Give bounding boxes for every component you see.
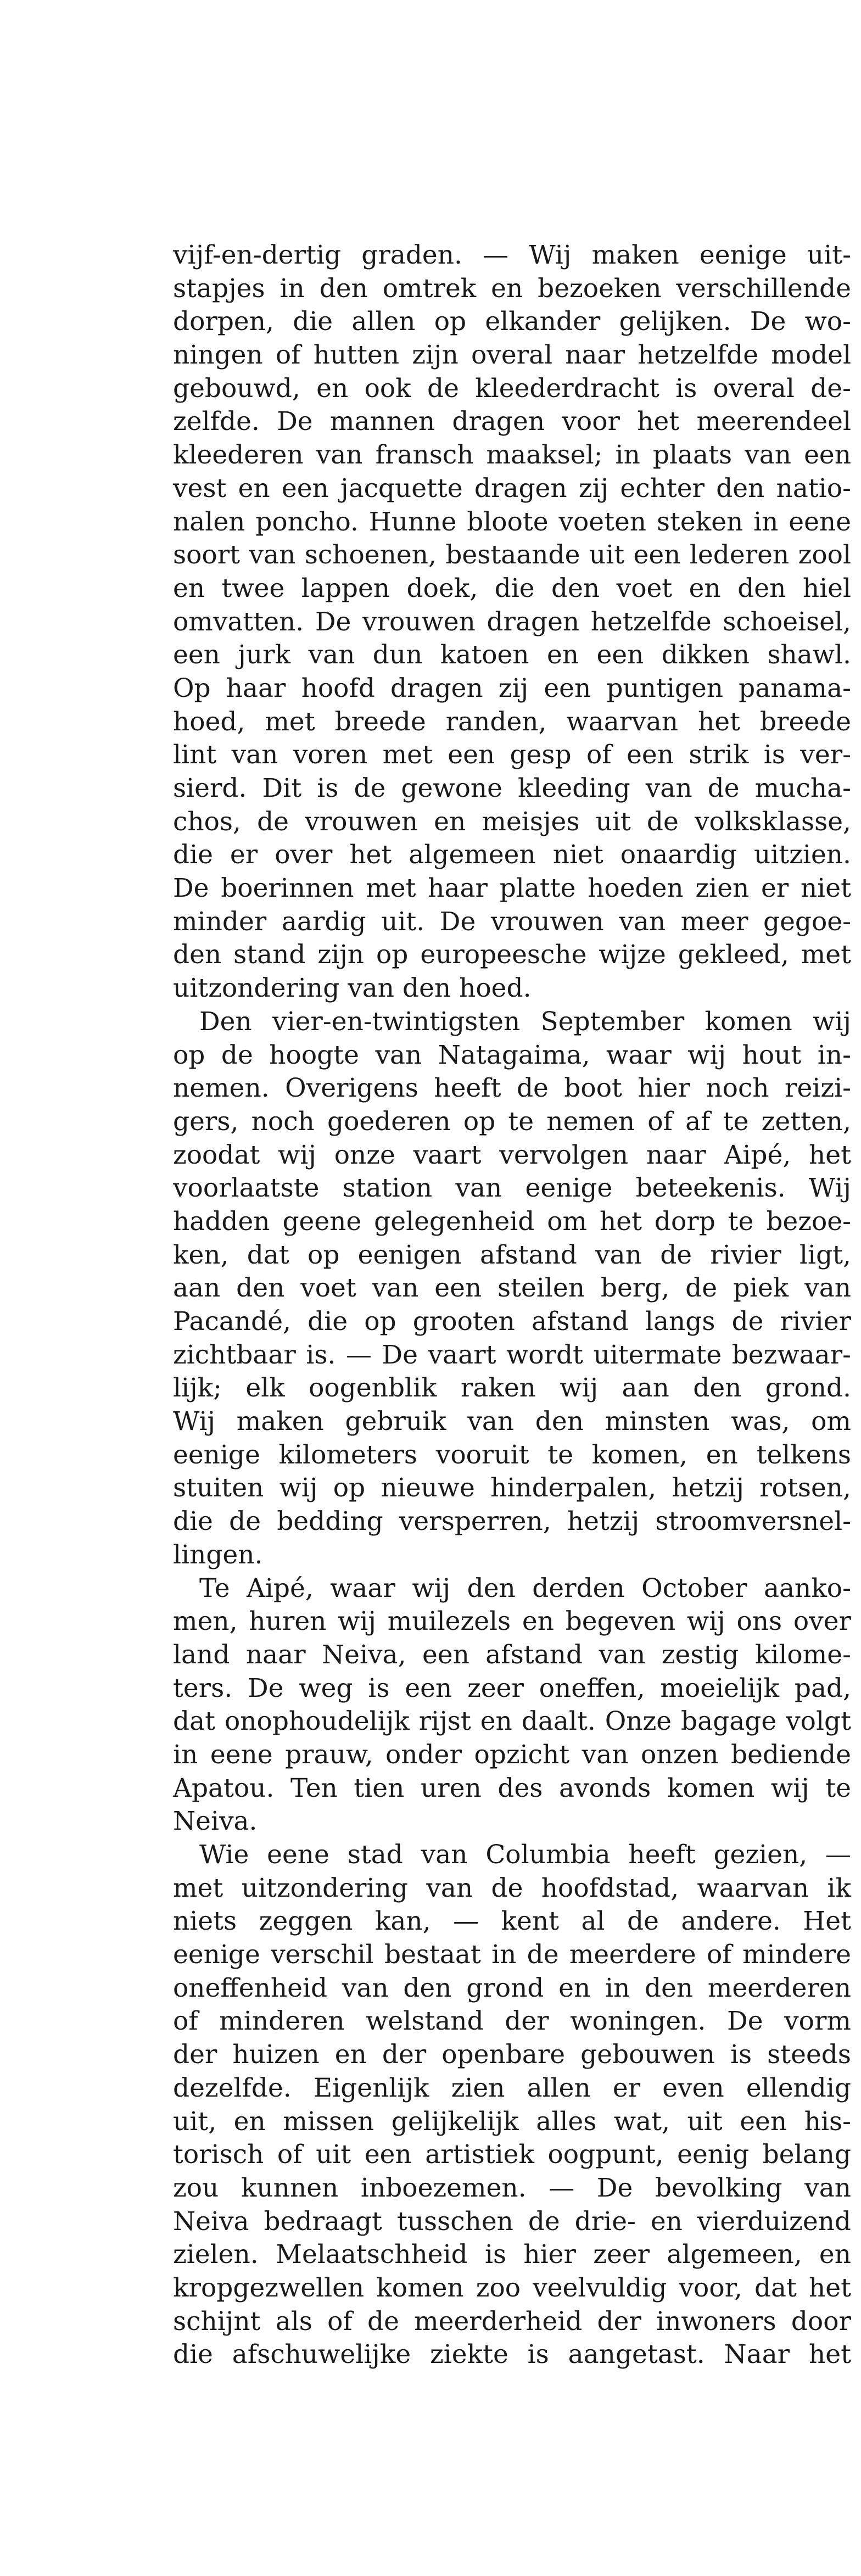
text-line: gers, noch goederen op te nemen of af te zetten,: [173, 1106, 851, 1137]
text-line: zoodat wij onze vaart vervolgen naar Aipé, het: [173, 1139, 851, 1170]
text-line: zelfde. De mannen dragen voor het meerendeel: [173, 406, 851, 437]
text-line: Te Aipé, waar wij den derden October aanko-: [199, 1573, 851, 1603]
text-line: stapjes in den omtrek en bezoeken verschillende: [173, 273, 851, 304]
text-line: nemen. Overigens heeft de boot hier noch reizi-: [173, 1073, 851, 1104]
text-line: zou kunnen inboezemen. — De bevolking van: [173, 2172, 851, 2203]
text-line: niets zeggen kan, — kent al de andere. Het: [173, 1906, 851, 1937]
text-line: uit, en missen gelijkelijk alles wat, uit een his-: [173, 2106, 851, 2137]
text-line: Den vier-en-twintigsten September komen wij: [199, 1006, 851, 1037]
text-line: den stand zijn op europeesche wijze gekleed, met: [173, 940, 851, 970]
text-line: in eene prauw, onder opzicht van onzen bediende: [173, 1739, 851, 1770]
text-line: hadden geene gelegenheid om het dorp te bezoe-: [173, 1206, 851, 1237]
text-line: dezelfde. Eigenlijk zien allen er even ellendig: [173, 2072, 851, 2103]
text-line: die er over het algemeen niet onaardig uitzien.: [173, 840, 851, 870]
text-line: voorlaatste station van eenige beteekenis. Wij: [173, 1173, 851, 1204]
text-line: schijnt als of de meerderheid der inwoners door: [173, 2306, 851, 2337]
text-line: ken, dat op eenigen afstand van de rivier ligt,: [173, 1239, 851, 1270]
text-line: een jurk van dun katoen en een dikken shawl.: [173, 640, 851, 670]
text-line: uitzondering van den hoed.: [173, 973, 532, 1004]
text-line: die afschuwelijke ziekte is aangetast. Naar het: [173, 2339, 851, 2370]
text-line: chos, de vrouwen en meisjes uit de volksklasse,: [173, 806, 851, 837]
text-line: en twee lappen doek, die den voet en den hiel: [173, 573, 851, 604]
text-line: op de hoogte van Natagaima, waar wij hout in-: [173, 1040, 851, 1070]
text-line: nalen poncho. Hunne bloote voeten steken in eene: [173, 506, 851, 537]
paragraph-3: [173, 1572, 851, 1839]
text-line: met uitzondering van de hoofdstad, waarvan ik: [173, 1873, 851, 1903]
text-line: oneffenheid van den grond en in den meerderen: [173, 1972, 851, 2003]
text-line: vijf-en-dertig graden. — Wij maken eenige uit-: [173, 240, 851, 270]
text-line: men, huren wij muilezels en begeven wij ons over: [173, 1606, 851, 1637]
text-line: Wij maken gebruik van den minsten was, om: [173, 1406, 851, 1437]
text-line: Pacandé, die op grooten afstand langs de rivier: [173, 1306, 851, 1337]
text-line: kropgezwellen komen zoo veelvuldig voor, dat het: [173, 2272, 851, 2303]
text-line: der huizen en der openbare gebouwen is steeds: [173, 2039, 851, 2070]
text-line: lingen.: [173, 1539, 263, 1570]
paragraph-1: [173, 239, 851, 1005]
text-line: minder aardig uit. De vrouwen van meer gegoe-: [173, 906, 851, 937]
text-line: zichtbaar is. — De vaart wordt uitermate bezwaar-: [173, 1339, 851, 1370]
text-line: Op haar hoofd dragen zij een puntigen panama-: [173, 673, 851, 703]
text-line: Neiva.: [173, 1806, 258, 1837]
text-line: die de bedding versperren, hetzij stroomversnel-: [173, 1506, 851, 1537]
text-line: lint van voren met een gesp of een strik is ver-: [173, 740, 851, 770]
text-line: ningen of hutten zijn overal naar hetzelfde model: [173, 340, 851, 371]
text-line: land naar Neiva, een afstand van zestig kilome-: [173, 1639, 851, 1670]
text-line: hoed, met breede randen, waarvan het breede: [173, 706, 851, 737]
text-line: omvatten. De vrouwen dragen hetzelfde schoeisel,: [173, 606, 851, 637]
text-line: of minderen welstand der woningen. De vorm: [173, 2006, 851, 2037]
text-line: torisch of uit een artistiek oogpunt, eenig belang: [173, 2139, 851, 2170]
text-line: eenige verschil bestaat in de meerdere of mindere: [173, 1940, 851, 1970]
text-line: stuiten wij op nieuwe hinderpalen, hetzij rotsen,: [173, 1473, 851, 1504]
body-text: [173, 239, 851, 2372]
text-line: soort van schoenen, bestaande uit een lederen zool: [173, 540, 851, 571]
text-line: zielen. Melaatschheid is hier zeer algemeen, en: [173, 2239, 851, 2270]
text-line: ters. De weg is een zeer oneffen, moeielijk pad,: [173, 1673, 851, 1703]
paragraph-4: [173, 1839, 851, 2372]
text-line: Neiva bedraagt tusschen de drie- en vierduizend: [173, 2206, 851, 2237]
text-line: lijk; elk oogenblik raken wij aan den grond.: [173, 1373, 851, 1404]
text-line: Wie eene stad van Columbia heeft gezien, —: [199, 1840, 851, 1870]
text-line: Apatou. Ten tien uren des avonds komen wij te: [173, 1773, 851, 1803]
paragraph-2: [173, 1005, 851, 1572]
text-line: gebouwd, en ook de kleederdracht is overal de-: [173, 373, 851, 404]
text-line: sierd. Dit is de gewone kleeding van de mucha-: [173, 773, 851, 803]
text-line: eenige kilometers vooruit te komen, en telkens: [173, 1439, 851, 1470]
text-line: dorpen, die allen op elkander gelijken. De wo-: [173, 306, 851, 337]
text-line: aan den voet van een steilen berg, de piek van: [173, 1273, 851, 1304]
text-line: kleederen van fransch maaksel; in plaats van een: [173, 440, 851, 471]
text-line: dat onophoudelijk rijst en daalt. Onze bagage volgt: [173, 1706, 851, 1737]
text-line: vest en een jacquette dragen zij echter den natio-: [173, 473, 851, 504]
text-line: De boerinnen met haar platte hoeden zien er niet: [173, 873, 851, 904]
